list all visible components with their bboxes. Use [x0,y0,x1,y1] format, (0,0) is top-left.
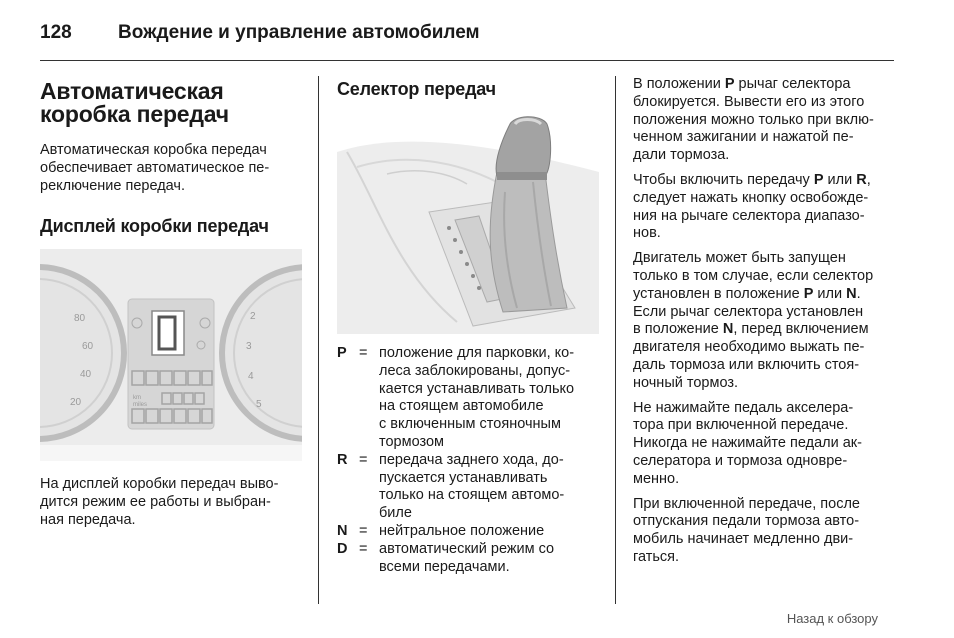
text-run: . [856,285,861,302]
gear-letter: N [846,285,857,302]
text-line: дали тормоза. [633,147,730,164]
text-line: пускается устанавливать [379,469,548,486]
text-line: следует нажать кнопку освобожде- [633,189,869,206]
svg-text:3: 3 [246,341,252,353]
text-line: ченном зажигании и нажатой пе- [633,129,854,146]
text-line: двигателя необходимо выжать пе- [633,339,865,356]
selector-heading: Селектор передач [337,79,496,99]
display-caption [40,476,302,529]
svg-text:80: 80 [74,313,86,325]
text-line: реключение передач. [40,177,185,194]
legend-item-d [337,541,599,577]
gearbox-display-illustration [40,249,302,461]
column-divider [615,76,616,604]
text-line: селератора и тормоза одновре- [633,452,848,469]
text-line: автоматический режим со [379,540,555,557]
legend-text [379,452,599,523]
text-line: тормозом [379,433,444,450]
text-line: ния на рычаге селектора диапазо- [633,207,865,224]
text-run: В положении [633,76,725,92]
text-line: гаться. [633,548,680,565]
legend-eq: = [359,345,368,361]
text-run: рычаг селектора [734,76,851,92]
text-run: в положение [633,321,723,338]
text-line: Никогда не нажимайте педали ак- [633,435,862,452]
section-title [40,80,302,126]
text-line: На дисплей коробки передач выво- [40,476,279,493]
legend-key: R [337,451,348,468]
gear-letter: P [724,76,735,92]
text-line: на стоящем автомобиле [379,398,544,415]
paragraph-creep [633,496,895,567]
legend-key: P [337,345,347,361]
text-run: , перед включением [733,321,869,338]
text-line: с включенным стояночным [379,416,561,433]
text-line: положение для парковки, ко- [379,345,575,361]
text-run: , [866,171,871,188]
legend-eq: = [359,451,368,468]
text-line: Двигатель может быть запущен [633,250,846,267]
gear-selector-illustration [337,112,599,334]
text-line: передача заднего хода, до- [379,451,564,468]
text-line: тора при включенной передаче. [633,417,849,434]
text-run: или [823,171,857,188]
paragraph-p-lock [633,76,895,165]
column-left [40,76,302,537]
text-run: Чтобы включить передачу [633,171,814,188]
paragraph-release-button [633,172,895,243]
column-right [633,76,895,574]
column-divider [318,76,319,604]
svg-text:5: 5 [256,399,262,411]
text-run: установлен в положение [633,285,804,302]
legend-text [379,541,599,577]
page-number: 128 [40,22,72,43]
text-line: нейтральное положение [379,522,545,539]
text-line: ная передача. [40,511,136,528]
text-line: Не нажимайте педаль акселера- [633,399,854,416]
gear-letter: P [813,171,824,188]
legend-item-r [337,452,599,523]
gear-letter: P [803,285,814,302]
svg-text:miles: miles [133,402,148,409]
svg-text:2: 2 [250,311,256,323]
gear-letter: N [722,321,734,338]
legend-item-n [337,523,599,541]
text-line: блокируется. Вывести его из этого [633,93,865,110]
display-heading: Дисплей коробки передач [40,216,269,237]
text-line: Если рычаг селектора установлен [633,303,864,320]
svg-text:60: 60 [82,341,94,353]
text-line: всеми передачами. [379,558,510,575]
text-line: менно. [633,470,680,487]
column-middle [337,76,599,576]
legend-text [379,345,599,452]
paragraph-pedal-warning [633,400,895,489]
intro-paragraph [40,142,302,195]
back-to-overview-link[interactable]: Назад к обзору [786,611,878,626]
section-title-line: Автоматическая [40,78,224,104]
paragraph-engine-start [633,250,895,392]
text-line: даль тормоза или включить стоя- [633,356,860,373]
text-line: дится режим ее работы и выбран- [40,494,271,511]
text-line: Автоматическая коробка передач [40,142,267,158]
text-line: обеспечивает автоматическое пе- [40,159,270,176]
chapter-title: Вождение и управление автомобилем [118,22,480,43]
text-line: При включенной передаче, после [633,495,860,512]
page-header [40,20,894,61]
svg-text:km: km [133,395,141,402]
text-line: ночный тормоз. [633,374,739,391]
legend-key: D [337,540,348,557]
legend-eq: = [359,522,368,539]
text-line: только в том случае, если селектор [633,267,874,284]
text-line: нов. [633,225,661,242]
legend-item-p [337,345,599,452]
text-line: кается устанавливать только [379,380,575,397]
svg-text:4: 4 [248,371,254,383]
svg-text:20: 20 [70,397,82,409]
text-line: только на стоящем автомо- [379,487,565,504]
gear-letter: R [856,171,867,188]
text-line: отпускания педали тормоза авто- [633,513,860,530]
legend-text [379,523,599,541]
legend-eq: = [359,540,368,557]
legend-key: N [337,522,348,539]
text-line: мобиль начинает медленно дви- [633,531,854,548]
gear-legend [337,345,599,576]
text-run: или [813,285,847,302]
text-line: положения можно только при вклю- [633,111,874,128]
section-title-line: коробка передач [40,101,229,127]
svg-text:40: 40 [80,369,92,381]
text-line: леса заблокированы, допус- [379,362,571,379]
text-line: биле [379,505,412,522]
